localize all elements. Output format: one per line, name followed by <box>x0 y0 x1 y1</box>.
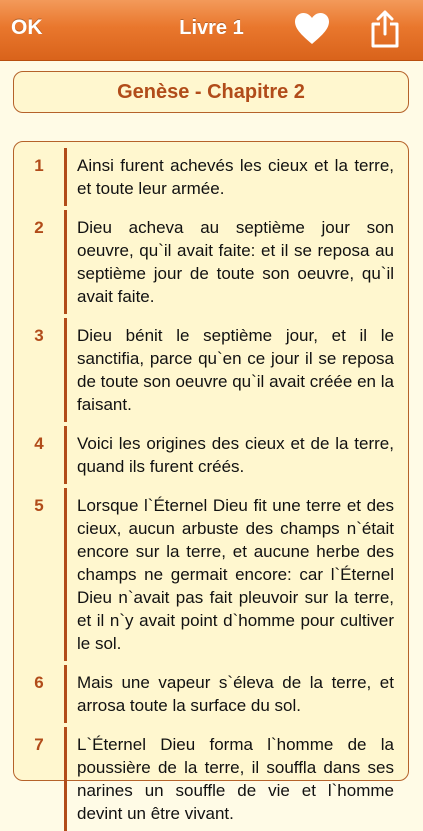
verse-number: 2 <box>34 218 44 237</box>
book-title: Livre 1 <box>179 17 244 39</box>
verse-text: Ainsi furent achevés les cieux et la terre, et toute leur armée. <box>64 148 408 206</box>
top-navigation-bar <box>0 0 423 60</box>
verse-text: L`Éternel Dieu forma l`homme de la poussière de la terre, il souffla dans ses narines un souffle de vie et l`homme devint un être vivant. <box>64 727 408 831</box>
verse-item[interactable] <box>14 488 408 661</box>
ok-button[interactable]: OK <box>11 16 43 39</box>
verse-number: 5 <box>34 496 44 515</box>
verse-item[interactable] <box>14 727 408 831</box>
verse-text: Dieu acheva au septième jour son oeuvre, qu`il avait faite: et il se reposa au septième jour de toute son oeuvre, qu`il avait faite. <box>64 210 408 314</box>
verse-text: Dieu bénit le septième jour, et il le sanctifia, parce qu`en ce jour il se reposa de toute son oeuvre qu`il avait créée en la faisant. <box>64 318 408 422</box>
verse-text: Lorsque l`Éternel Dieu fit une terre et des cieux, aucun arbuste des champs n`était encore sur la terre, et aucune herbe des champs ne germait encore: car l`Éternel Dieu n`avait pas fait pleuvoir sur la terre, et il n`y avait point d`homme pour cultiver le sol. <box>64 488 408 661</box>
verse-number: 4 <box>34 434 44 453</box>
verse-number: 3 <box>34 326 44 345</box>
verse-number: 7 <box>34 735 44 754</box>
verse-number: 6 <box>34 673 44 692</box>
verse-item[interactable] <box>14 665 408 723</box>
verse-text: Mais une vapeur s`éleva de la terre, et arrosa toute la surface du sol. <box>64 665 408 723</box>
verse-item[interactable] <box>14 426 408 484</box>
verse-number: 1 <box>34 156 44 175</box>
verses-list[interactable] <box>13 141 409 823</box>
share-icon[interactable] <box>369 10 401 48</box>
verse-item[interactable] <box>14 148 408 206</box>
verse-text: Voici les origines des cieux et de la terre, quand ils furent créés. <box>64 426 408 484</box>
verse-item[interactable] <box>14 210 408 314</box>
verse-item[interactable] <box>14 318 408 422</box>
heart-icon[interactable] <box>294 12 330 46</box>
chapter-title: Genèse - Chapitre 2 <box>13 71 409 113</box>
